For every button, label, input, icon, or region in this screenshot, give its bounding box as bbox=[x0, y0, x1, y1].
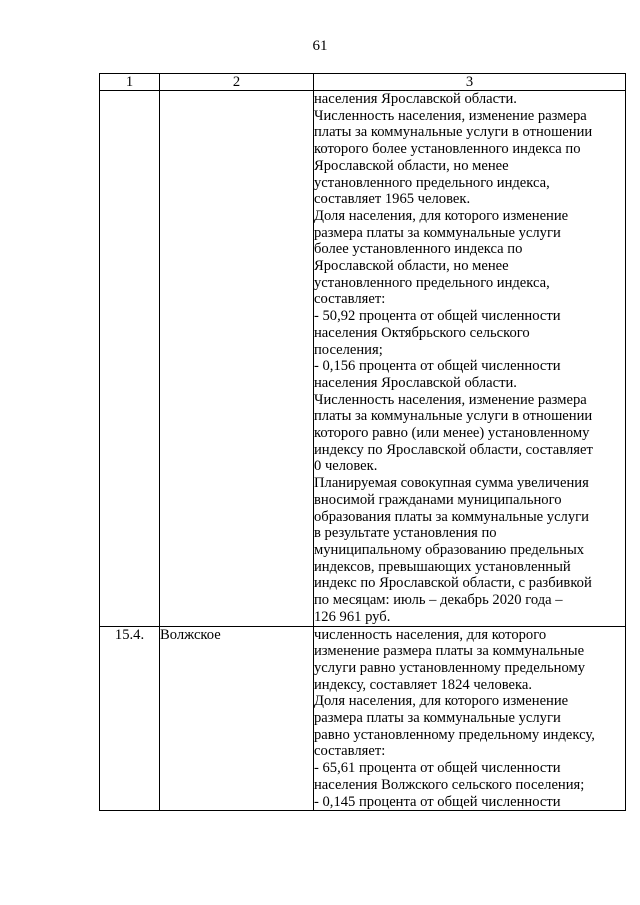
text-line: составляет: bbox=[314, 743, 386, 760]
text-line: Ярославской области, но менее bbox=[314, 157, 509, 174]
text-line: населения Ярославской области. bbox=[314, 374, 517, 391]
text-line: услуги равно установленному предельному bbox=[314, 659, 586, 676]
header-cell-1: 1 bbox=[100, 74, 160, 91]
text-line: - 50,92 процента от общей численности bbox=[314, 308, 561, 325]
text-line: составляет 1965 человек. bbox=[314, 191, 471, 208]
text-line: Ярославской области, но менее bbox=[314, 258, 509, 275]
text-line: платы за коммунальные услуги в отношении bbox=[314, 124, 593, 141]
text-line: индекс по Ярославской области, с разбивкой bbox=[314, 575, 592, 592]
text-line: в результате установления по bbox=[314, 525, 497, 542]
text-line: составляет: bbox=[314, 291, 386, 308]
table-row bbox=[100, 626, 626, 811]
text-line: - 0,156 процента от общей численности bbox=[314, 358, 561, 375]
text-line: платы за коммунальные услуги в отношении bbox=[314, 408, 593, 425]
text-line: размера платы за коммунальные услуги bbox=[314, 224, 561, 241]
text-line: по месяцам: июль – декабрь 2020 года – bbox=[314, 592, 563, 609]
text-line: которого более установленного индекса по bbox=[314, 141, 581, 158]
row-number bbox=[100, 91, 160, 627]
text-line: населения Октябрьского сельского bbox=[314, 324, 530, 341]
text-line: размера платы за коммунальные услуги bbox=[314, 710, 561, 727]
description-cell bbox=[314, 626, 626, 811]
text-line: индексу, составляет 1824 человека. bbox=[314, 676, 533, 693]
description-text bbox=[314, 627, 625, 811]
text-line: 126 961 руб. bbox=[314, 608, 391, 625]
text-line: более установленного индекса по bbox=[314, 241, 523, 258]
text-line: населения Ярославской области. bbox=[314, 91, 517, 107]
text-line: Численность населения, изменение размера bbox=[314, 107, 587, 124]
text-line: Доля населения, для которого изменение bbox=[314, 207, 569, 224]
text-line: образования платы за коммунальные услуги bbox=[314, 508, 589, 525]
text-line: индексов, превышающих установленный bbox=[314, 558, 571, 575]
description-cell bbox=[314, 91, 626, 627]
text-line: вносимой гражданами муниципального bbox=[314, 491, 562, 508]
header-cell-2: 2 bbox=[160, 74, 314, 91]
text-line: Планируемая совокупная сумма увеличения bbox=[314, 475, 589, 492]
text-line: - 65,61 процента от общей численности bbox=[314, 760, 561, 777]
data-table bbox=[99, 73, 626, 811]
text-line: Численность населения, изменение размера bbox=[314, 391, 587, 408]
text-line: поселения; bbox=[314, 341, 383, 358]
text-line: изменение размера платы за коммунальные bbox=[314, 643, 585, 660]
text-line: установленного предельного индекса, bbox=[314, 174, 550, 191]
page-number: 61 bbox=[312, 38, 328, 54]
text-line: населения Волжского сельского поселения; bbox=[314, 776, 585, 793]
text-line: численность населения, для которого bbox=[314, 626, 547, 643]
settlement-name bbox=[160, 91, 314, 627]
text-line: муниципальному образованию предельных bbox=[314, 541, 585, 558]
table-row bbox=[100, 91, 626, 627]
text-line: - 0,145 процента от общей численности bbox=[314, 793, 561, 810]
text-line: равно установленному предельному индексу, bbox=[314, 726, 595, 743]
text-line: индексу по Ярославской области, составляет bbox=[314, 441, 593, 458]
header-cell-3: 3 bbox=[314, 74, 626, 91]
text-line: установленного предельного индекса, bbox=[314, 274, 550, 291]
text-line: Доля населения, для которого изменение bbox=[314, 693, 569, 710]
description-text bbox=[314, 91, 625, 626]
settlement-name: Волжское bbox=[160, 626, 314, 811]
text-line: которого равно (или менее) установленному bbox=[314, 425, 590, 442]
table-header-row bbox=[100, 74, 626, 91]
text-line: 0 человек. bbox=[314, 458, 378, 475]
row-number: 15.4. bbox=[100, 626, 160, 811]
